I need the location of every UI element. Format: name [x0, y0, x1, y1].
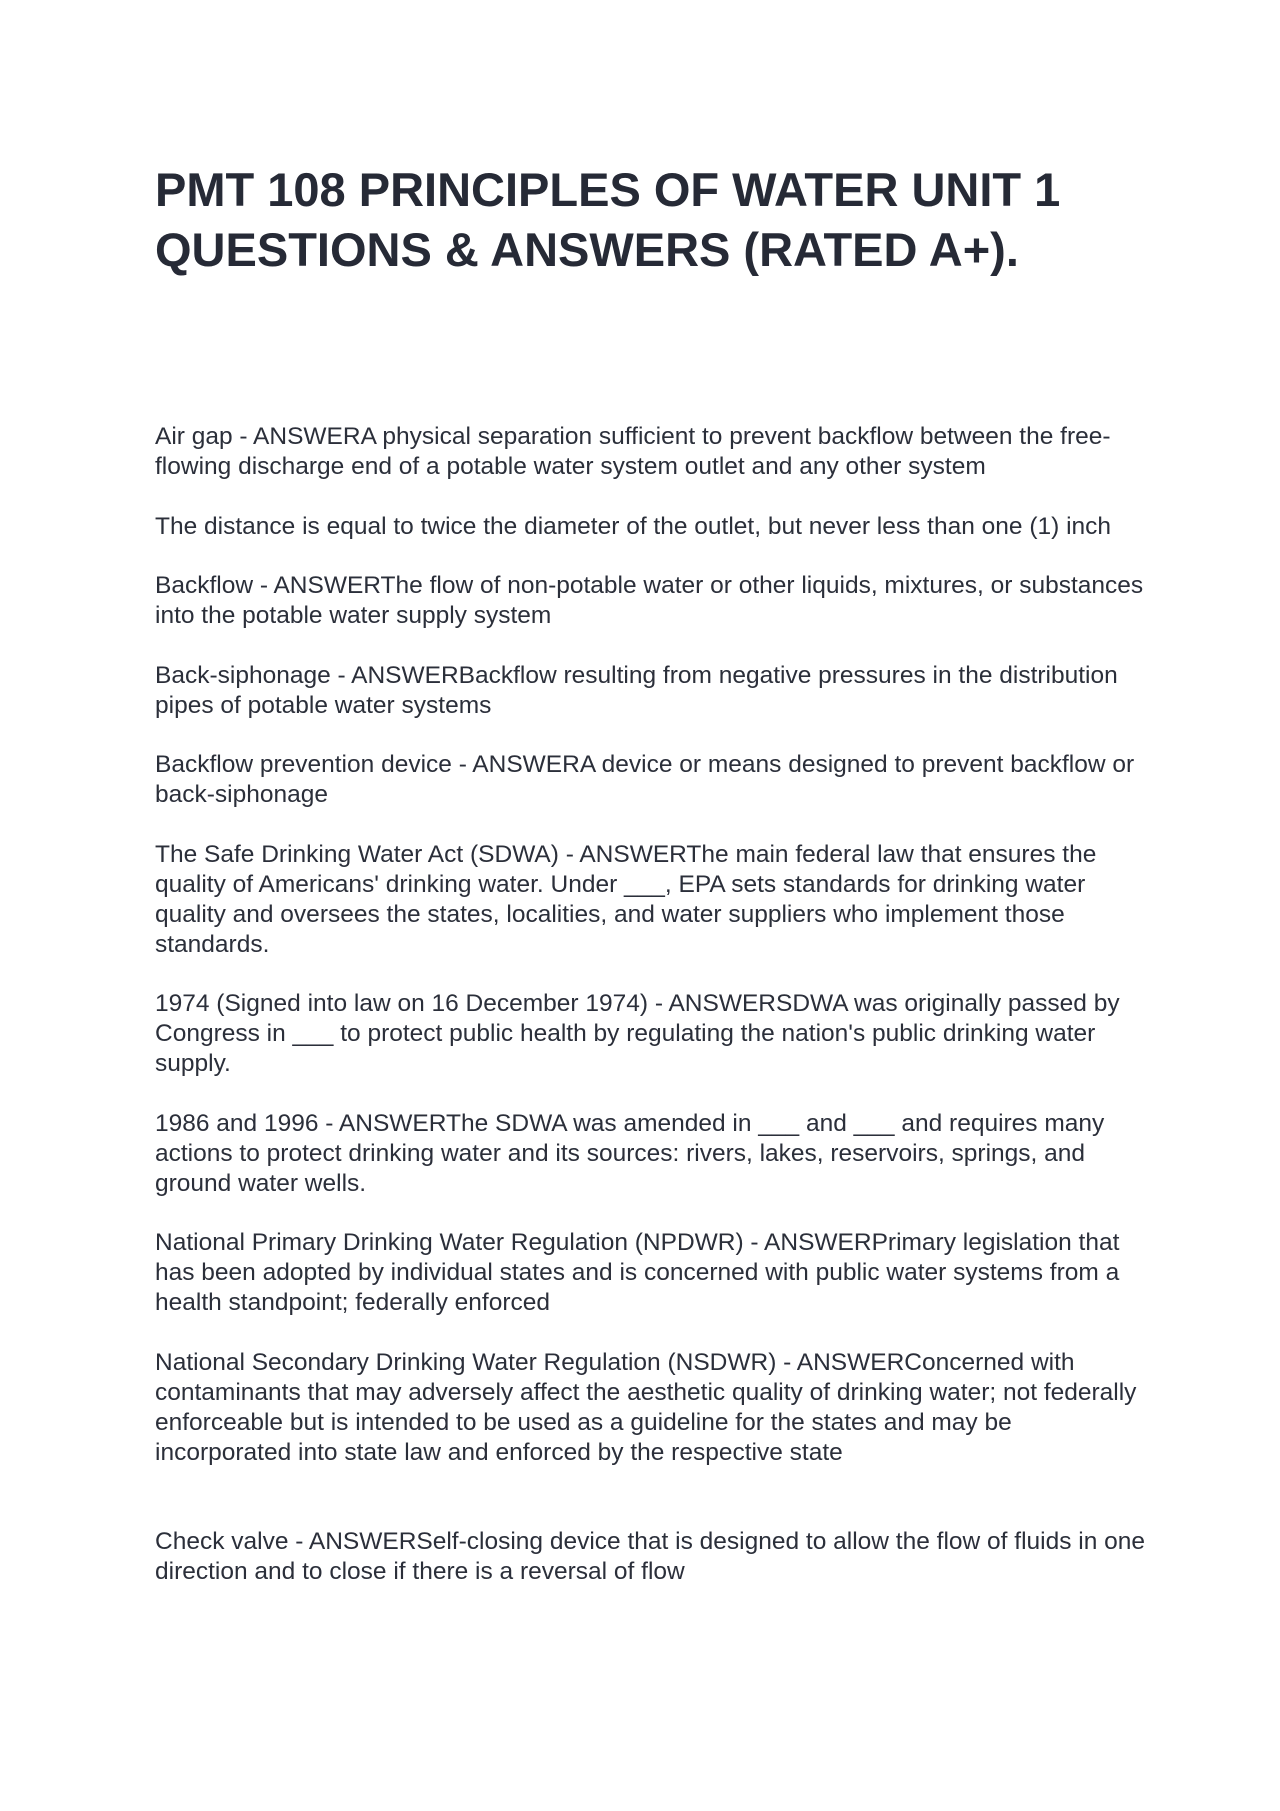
- entry-air-gap-distance: The distance is equal to twice the diameter of the outlet, but never less than one (1) inch: [155, 512, 1112, 540]
- entry-1986-1996: 1986 and 1996 - ANSWERThe SDWA was amended in ___ and ___ and requires many actions to protect drinking water and its sources: rivers, lakes, reservoirs, springs, and ground water wells.: [155, 1109, 1105, 1197]
- entry-sdwa: The Safe Drinking Water Act (SDWA) - ANSWERThe main federal law that ensures the quality of Americans' drinking water. Under ___, EPA sets standards for drinking water quality and oversees the states, localities, and water suppliers who implement those standards.: [155, 840, 1097, 958]
- paragraph-spacer: [155, 631, 1145, 661]
- paragraph-spacer: [155, 482, 1145, 512]
- entry-back-siphonage: Back-siphonage - ANSWERBackflow resulting from negative pressures in the distribution pipes of potable water systems: [155, 661, 1118, 719]
- entry-check-valve: Check valve - ANSWERSelf-closing device that is designed to allow the flow of fluids in one direction and to close if there is a reversal of flow: [155, 1527, 1146, 1585]
- paragraph-spacer: [155, 542, 1145, 572]
- document-title: PMT 108 PRINCIPLES OF WATER UNIT 1 QUESTIONS & ANSWERS (RATED A+).: [155, 163, 1061, 276]
- paragraph-spacer: [155, 1318, 1145, 1348]
- entry-backflow-prevention-device: Backflow prevention device - ANSWERA device or means designed to prevent backflow or back-siphonage: [155, 751, 1135, 808]
- entry-backflow: Backflow - ANSWERThe flow of non-potable water or other liquids, mixtures, or substances into the potable water supply system: [155, 572, 1144, 629]
- entry-nsdwr: National Secondary Drinking Water Regulation (NSDWR) - ANSWERConcerned with contaminants that may adversely affect the aesthetic quality of drinking water; not federally enforceable but is intended to be used as a guideline for the states and may be incorporated into state law and enforced by the respective state: [155, 1348, 1137, 1466]
- paragraph-spacer: [155, 1468, 1145, 1527]
- entry-air-gap: Air gap - ANSWERA physical separation sufficient to prevent backflow between the free-flowing discharge end of a potable water system outlet and any other system: [155, 423, 1111, 480]
- entry-1974: 1974 (Signed into law on 16 December 1974) - ANSWERSDWA was originally passed by Congress in ___ to protect public health by regulating the nation's public drinking water supply.: [155, 990, 1120, 1077]
- paragraph-spacer: [155, 1079, 1145, 1109]
- paragraph-spacer: [155, 810, 1145, 840]
- paragraph-spacer: [155, 721, 1145, 751]
- paragraph-spacer: [155, 960, 1145, 990]
- paragraph-spacer: [155, 1199, 1145, 1229]
- entry-npdwr: National Primary Drinking Water Regulation (NPDWR) - ANSWERPrimary legislation that has been adopted by individual states and is concerned with public water systems from a health standpoint; federally enforced: [155, 1229, 1120, 1316]
- document-body: [155, 422, 1145, 1587]
